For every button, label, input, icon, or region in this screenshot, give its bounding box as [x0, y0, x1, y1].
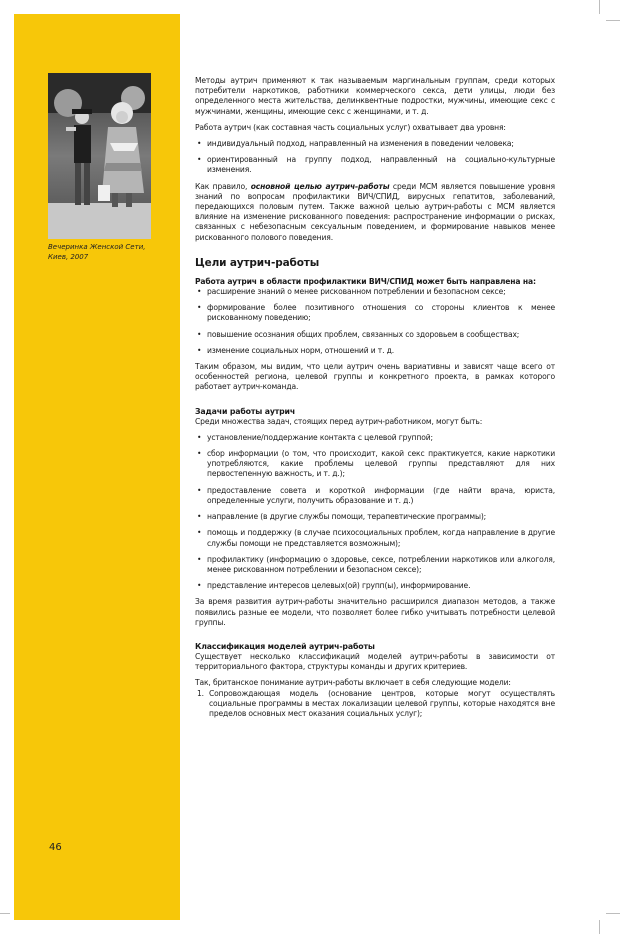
paragraph-intro: Методы аутрич применяют к так называемым маргинальным группам, среди которых потребители наркотиков, работники коммерческого секса, дети улицы, люди без определенного места жительства, делинквентные подростки, мужчины, имеющие секс с мужчинами, женщины, имеющие секс с женщинами, и т. д. [195, 76, 555, 116]
list-item: • представление интересов целевых(ой) групп(ы), информирование. [195, 581, 555, 591]
crop-mark [599, 920, 600, 934]
party-photo-image [48, 73, 151, 239]
tasks-list [195, 433, 555, 591]
list-item: • расширение знаний о менее рискованном потреблении и безопасном сексе; [195, 287, 555, 297]
paragraph-main-goal [195, 182, 555, 243]
section-title-goals: Цели аутрич-работы [195, 256, 320, 269]
list-item: • установление/поддержание контакта с целевой группой; [195, 433, 555, 443]
list-item: • сбор информации (о том, что происходит, какой секс практикуется, какие наркотики употребляются, какие проблемы целевой группы представляют для них первостепенную важность, и т. д.); [195, 449, 555, 480]
main-text-column [195, 76, 555, 719]
text-fragment: Как правило, [195, 181, 251, 191]
crop-mark [606, 20, 620, 21]
photo-caption-line2: Киев, 2007 [48, 253, 89, 261]
section-title-tasks: Задачи работы аутрич [195, 406, 296, 416]
list-item [195, 689, 555, 720]
photo-caption [48, 242, 173, 262]
models-intro: Существует несколько классификаций моделей аутрич-работы в зависимости от территориального фактора, структуры команды и других критериев. [195, 651, 555, 672]
list-item: • изменение социальных норм, отношений и т. д. [195, 346, 555, 356]
list-item: • индивидуальный подход, направленный на изменения в поведении человека; [195, 139, 555, 149]
tasks-intro: Среди множества задач, стоящих перед аутрич-работником, могут быть: [195, 416, 483, 426]
photo-caption-line1: Вечеринка Женской Сети, [48, 243, 146, 251]
list-item-number: 1. [197, 688, 204, 698]
text-fragment: среди МСМ является повышение уровня знаний по вопросам профилактики ВИЧ/СПИД, вирусных гепатитов, заболеваний, передающихся половым путем. Также важной целью аутрич-работы с МСМ является влияние на изменение рискованного поведения: распространение информации о рисках, связанных с небезопасным сексуальным поведением, и формирование навыков менее рискованного полового поведения. [195, 181, 555, 242]
levels-list [195, 139, 555, 176]
section-title-models: Классификация моделей аутрич-работы [195, 641, 375, 651]
page-number: 46 [49, 842, 62, 853]
list-item: • профилактику (информацию о здоровье, сексе, потреблении наркотиков или алкоголя, менее рискованном потреблении и безопасном сексе); [195, 555, 555, 575]
list-item: • повышение осознания общих проблем, связанных со здоровьем в сообществах; [195, 330, 555, 340]
crop-mark [599, 0, 600, 14]
models-list [195, 689, 555, 720]
list-item: • ориентированный на группу подход, направленный на социально-культурные изменения. [195, 155, 555, 175]
crop-mark [606, 913, 620, 914]
goals-lead: Работа аутрич в области профилактики ВИЧ/СПИД может быть направлена на: [195, 276, 536, 286]
goals-outro: Таким образом, мы видим, что цели аутрич очень вариативны и зависят чаще всего от особенностей региона, целевой группы и конкретного проекта, в рамках которого работает аутрич-команда. [195, 362, 555, 392]
paragraph-levels-intro: Работа аутрич (как составная часть социальных услуг) охватывает два уровня: [195, 122, 506, 132]
models-british: Так, британское понимание аутрич-работы включает в себя следующие модели: [195, 678, 511, 688]
emphasis-main-goal: основной целью аутрич-работы [250, 181, 390, 191]
party-photo [48, 73, 151, 239]
list-item-text: Сопровождающая модель (основание центров, которые могут осуществлять социальные программы в местах локализации целевой группы, которые находятся вне пределов основных мест оказания социальных услуг); [209, 688, 555, 718]
list-item: • формирование более позитивного отношения со стороны клиентов к менее рискованному поведению; [195, 303, 555, 323]
list-item: • предоставление совета и короткой информации (где найти врача, юриста, определенные услуги, получить образование и т. д.) [195, 486, 555, 506]
list-item: • направление (в другие службы помощи, терапевтические программы); [195, 512, 555, 522]
tasks-outro: За время развития аутрич-работы значительно расширился диапазон методов, а также появились разные ее модели, что позволяет более гибко учитывать потребности целевой группы. [195, 597, 555, 627]
list-item: • помощь и поддержку (в случае психосоциальных проблем, когда направление в другие службы помощи не представляется возможным); [195, 528, 555, 548]
crop-mark [0, 913, 10, 914]
goals-list [195, 287, 555, 356]
